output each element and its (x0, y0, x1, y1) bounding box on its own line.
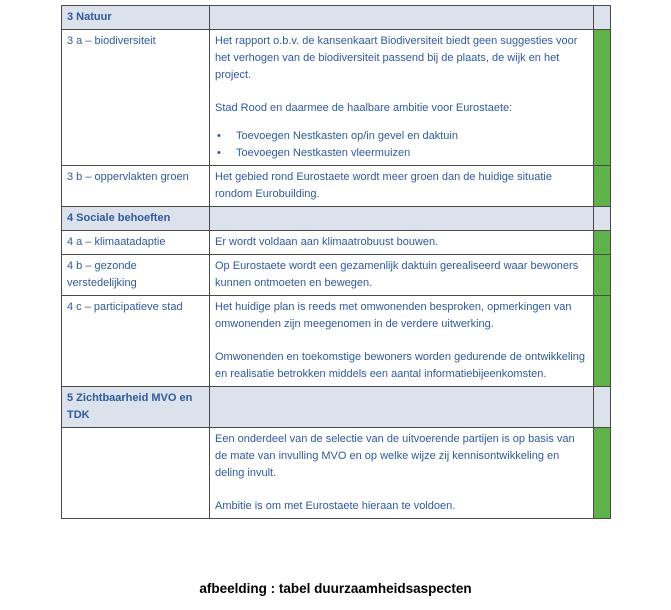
row-label-oppervlakten: 3 b – oppervlakten groen (62, 166, 210, 207)
paragraph: Het huidige plan is reeds met omwonenden besproken, opmerkingen van omwonenden zijn meegenomen in de verdere uitwerking. (215, 301, 572, 330)
figure-caption: afbeelding : tabel duurzaamheidsaspecten (199, 581, 472, 596)
table-row-oppervlakten (62, 166, 611, 207)
table-row-participatief (62, 296, 611, 387)
row-label-klimaat: 4 a – klimaatadaptie (62, 231, 210, 255)
bullet-item: • Toevoegen Nestkasten op/in gevel en daktuin (215, 128, 588, 145)
section-body-empty (210, 387, 594, 428)
row-label-empty (62, 428, 210, 519)
status-cell-green (594, 296, 611, 387)
section-row-natuur (62, 6, 611, 30)
status-cell-green (594, 30, 611, 166)
paragraph: Een onderdeel van de selectie van de uitvoerende partijen is op basis van de mate van invulling MVO en op welke wijze zij kennisontwikkeling en deling invult. (215, 433, 575, 479)
bullet-item: • Toevoegen Nestkasten vleermuizen (215, 145, 588, 162)
row-label-participatief: 4 c – participatieve stad (62, 296, 210, 387)
section-heading-sociaal: 4 Sociale behoeften (62, 207, 210, 231)
section-row-sociaal (62, 207, 611, 231)
status-cell-green (594, 428, 611, 519)
section-body-empty (210, 207, 594, 231)
row-body-biodiversiteit (210, 30, 594, 166)
bullet-list (215, 128, 588, 162)
status-cell-green (594, 231, 611, 255)
section-body-empty (210, 6, 594, 30)
row-body-klimaat (210, 231, 594, 255)
table-row-biodiversiteit (62, 30, 611, 166)
paragraph: Het gebied rond Eurostaete wordt meer groen dan de huidige situatie rondom Eurobuilding. (215, 171, 552, 200)
section-row-mvo (62, 387, 611, 428)
table-row-mvo (62, 428, 611, 519)
table-row-klimaat (62, 231, 611, 255)
status-cell-green (594, 166, 611, 207)
status-cell-empty (594, 207, 611, 231)
paragraph: Op Eurostaete wordt een gezamenlijk daktuin gerealiseerd waar bewoners kunnen ontmoeten en bewegen. (215, 260, 579, 289)
paragraph: Ambitie is om met Eurostaete hieraan te voldoen. (215, 500, 456, 512)
status-cell-empty (594, 6, 611, 30)
paragraph: Er wordt voldaan aan klimaatrobuust bouwen. (215, 236, 439, 248)
section-heading-mvo: 5 Zichtbaarheid MVO en TDK (62, 387, 210, 428)
paragraph: Omwonenden en toekomstige bewoners worden gedurende de ontwikkeling en realisatie betrokken middels een aantal informatiebijeenkomsten. (215, 351, 585, 380)
status-cell-green (594, 255, 611, 296)
row-label-biodiversiteit: 3 a – biodiversiteit (62, 30, 210, 166)
sustainability-table (61, 5, 611, 519)
status-cell-empty (594, 387, 611, 428)
row-body-gezond (210, 255, 594, 296)
section-heading-natuur: 3 Natuur (62, 6, 210, 30)
row-body-oppervlakten (210, 166, 594, 207)
row-label-gezond: 4 b – gezonde verstedelijking (62, 255, 210, 296)
row-body-mvo (210, 428, 594, 519)
row-body-participatief (210, 296, 594, 387)
paragraph: Het rapport o.b.v. de kansenkaart Biodiversiteit biedt geen suggesties voor het verhogen van de biodiversiteit passend bij de plaats, de wijk en het project. (215, 35, 578, 81)
paragraph: Stad Rood en daarmee de haalbare ambitie voor Eurostaete: (215, 102, 513, 114)
table-row-gezond (62, 255, 611, 296)
